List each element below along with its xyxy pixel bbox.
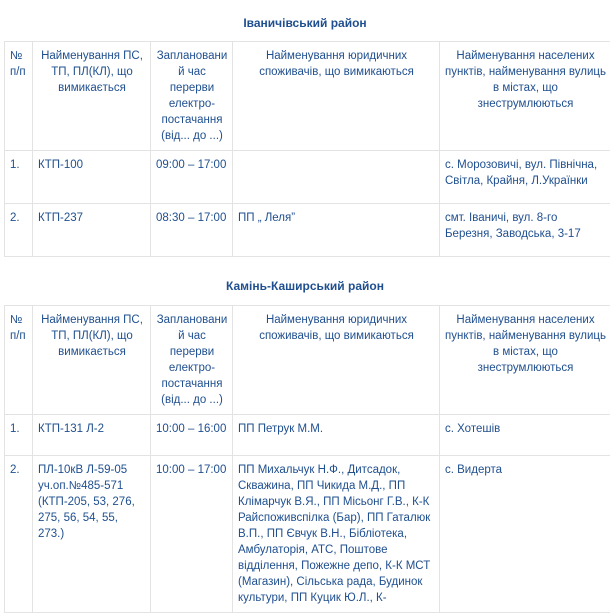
row-number: 1. — [5, 415, 33, 456]
header-consumers: Найменування юридичних споживачів, що вимикаються — [233, 306, 440, 415]
header-number: №п/п — [5, 42, 33, 151]
row-consumers — [233, 151, 440, 204]
outage-table-kamin-kashyrskyi — [4, 305, 610, 613]
header-time: Запланований час перерви електро-постачання (від... до ...) — [151, 306, 233, 415]
row-object: ПЛ-10кВ Л-59-05 уч.оп.№485-571 (КТП-205, 53, 276, 275, 56, 54, 55, 273.) — [33, 456, 151, 613]
row-object: КТП-100 — [33, 151, 151, 204]
table-row — [5, 151, 610, 204]
row-consumers: ПП Михальчук Н.Ф., Дитсадок, Скважина, ПП Чикида М.Д., ПП Клімарчук В.Я., ПП Місьонг Г.В., К-К Райспоживспілка (Бар), ПП Гаталюк В.П., ПП Євчук В.Н., Бібліотека, Амбулаторія, АТС, Поштове відділення, Пожежне депо, К-К МСТ (Магазин), Сільська рада, Будинок культури, ПП Куцик Ю.Л., К- — [233, 456, 440, 613]
header-time: Запланований час перерви електро-постачання (від... до ...) — [151, 42, 233, 151]
row-object: КТП-131 Л-2 — [33, 415, 151, 456]
district-title-kamin-kashyrskyi: Камінь-Каширський район — [0, 279, 610, 293]
header-object: Найменування ПС, ТП, ПЛ(КЛ), що вимикається — [33, 42, 151, 151]
header-consumers: Найменування юридичних споживачів, що вимикаються — [233, 42, 440, 151]
header-object: Найменування ПС, ТП, ПЛ(КЛ), що вимикається — [33, 306, 151, 415]
table-row — [5, 415, 610, 456]
header-number: №п/п — [5, 306, 33, 415]
row-number: 1. — [5, 151, 33, 204]
row-consumers: ПП Петрук М.М. — [233, 415, 440, 456]
row-number: 2. — [5, 204, 33, 257]
row-time: 10:00 – 16:00 — [151, 415, 233, 456]
row-time: 10:00 – 17:00 — [151, 456, 233, 613]
row-locations: с. Видерта — [440, 456, 610, 613]
table-row — [5, 456, 610, 613]
row-time: 09:00 – 17:00 — [151, 151, 233, 204]
header-locations: Найменування населених пунктів, найменування вулиць в містах, що знеструмлюються — [440, 42, 610, 151]
row-object: КТП-237 — [33, 204, 151, 257]
district-title-ivanychi: Іваничівський район — [0, 16, 610, 30]
table-header-row — [5, 306, 610, 415]
row-locations: с. Морозовичі, вул. Північна, Світла, Крайня, Л.Українки — [440, 151, 610, 204]
row-number: 2. — [5, 456, 33, 613]
row-consumers: ПП „ Леля” — [233, 204, 440, 257]
header-locations: Найменування населених пунктів, найменування вулиць в містах, що знеструмлюються — [440, 306, 610, 415]
outage-table-ivanychi — [4, 41, 610, 257]
table-header-row — [5, 42, 610, 151]
row-time: 08:30 – 17:00 — [151, 204, 233, 257]
row-locations: с. Хотешів — [440, 415, 610, 456]
row-locations: смт. Іваничі, вул. 8-го Березня, Заводська, 3-17 — [440, 204, 610, 257]
table-row — [5, 204, 610, 257]
